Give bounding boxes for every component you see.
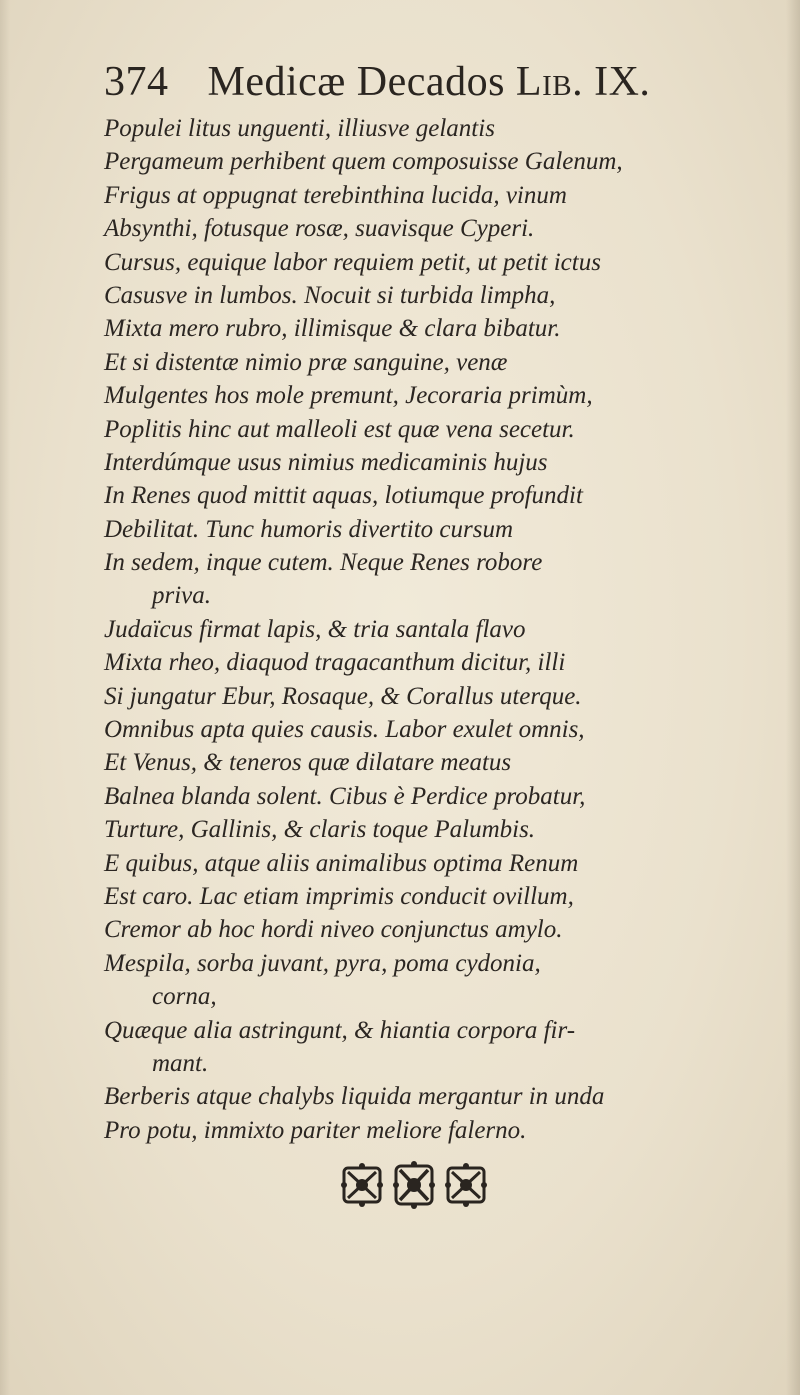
verse-line: mant. [152, 1049, 209, 1077]
verse-line: Casusve in lumbos. Nocuit si turbida limpha, [104, 281, 556, 309]
verse-line: Mespila, sorba juvant, pyra, poma cydonia, [104, 949, 541, 977]
fleuron-center [393, 1161, 435, 1209]
verse-line: Frigus at oppugnat terebinthina lucida, vinum [104, 181, 567, 209]
fleuron-left [341, 1163, 383, 1207]
verse-line: Quæque alia astringunt, & hiantia corpora fir- [104, 1016, 576, 1044]
verse-line: Et Venus, & teneros quæ dilatare meatus [104, 749, 512, 777]
verse-line: Cremor ab hoc hordi niveo conjunctus amylo. [104, 916, 563, 944]
running-header [104, 58, 704, 118]
verse-line: Mixta rheo, diaquod tragacanthum dicitur, illi [104, 649, 566, 677]
verse-line: Mixta mero rubro, illimisque & clara bibatur. [104, 315, 561, 343]
verse-line: Balnea blanda solent. Cibus è Perdice probatur, [104, 782, 586, 810]
book-number: Lib. IX. [515, 59, 651, 105]
verse-line: Poplitis hinc aut malleoli est quæ vena secetur. [104, 415, 575, 443]
verse-line: Berberis atque chalybs liquida mergantur in unda [104, 1083, 605, 1111]
verse-line: Populei litus unguenti, illiusve gelantis [104, 115, 495, 142]
verse-line: corna, [152, 983, 217, 1011]
verse-line: priva. [152, 582, 212, 610]
verse-line: Turture, Gallinis, & claris toque Palumbis. [104, 816, 536, 844]
verse-line: Cursus, equique labor requiem petit, ut petit ictus [104, 248, 601, 276]
fleuron-ornament [340, 1160, 488, 1210]
verse-line: Pergameum perhibent quem composuisse Galenum, [104, 148, 623, 176]
page-number: 374 [104, 59, 169, 105]
fleuron-right [445, 1163, 487, 1207]
page-edge-shadow-left [0, 0, 10, 1395]
page-edge-shadow-right [786, 0, 800, 1395]
verse-line: Pro potu, immixto pariter meliore falerno. [104, 1116, 527, 1144]
running-title: Medicæ Decados [207, 59, 505, 105]
verse-line: Et si distentæ nimio præ sanguine, venæ [104, 348, 508, 376]
verse-line: Absynthi, fotusque rosæ, suavisque Cyperi. [104, 215, 535, 243]
verse-line: Interdúmque usus nimius medicaminis hujus [104, 448, 548, 476]
verse-line: In sedem, inque cutem. Neque Renes robore [104, 549, 543, 577]
verse-line: In Renes quod mittit aquas, lotiumque profundit [104, 482, 583, 510]
verse-line: Omnibus apta quies causis. Labor exulet omnis, [104, 716, 585, 744]
verse-line: Si jungatur Ebur, Rosaque, & Corallus uterque. [104, 682, 582, 710]
verse-line: Debilitat. Tunc humoris divertito cursum [104, 515, 514, 543]
verse-line: Judaïcus firmat lapis, & tria santala flavo [104, 615, 526, 643]
verse-text-block [104, 112, 744, 1147]
verse-line: E quibus, atque aliis animalibus optima Renum [104, 849, 579, 877]
verse-line: Mulgentes hos mole premunt, Jecoraria primùm, [104, 382, 593, 410]
verse-line: Est caro. Lac etiam imprimis conducit ovillum, [104, 882, 574, 910]
